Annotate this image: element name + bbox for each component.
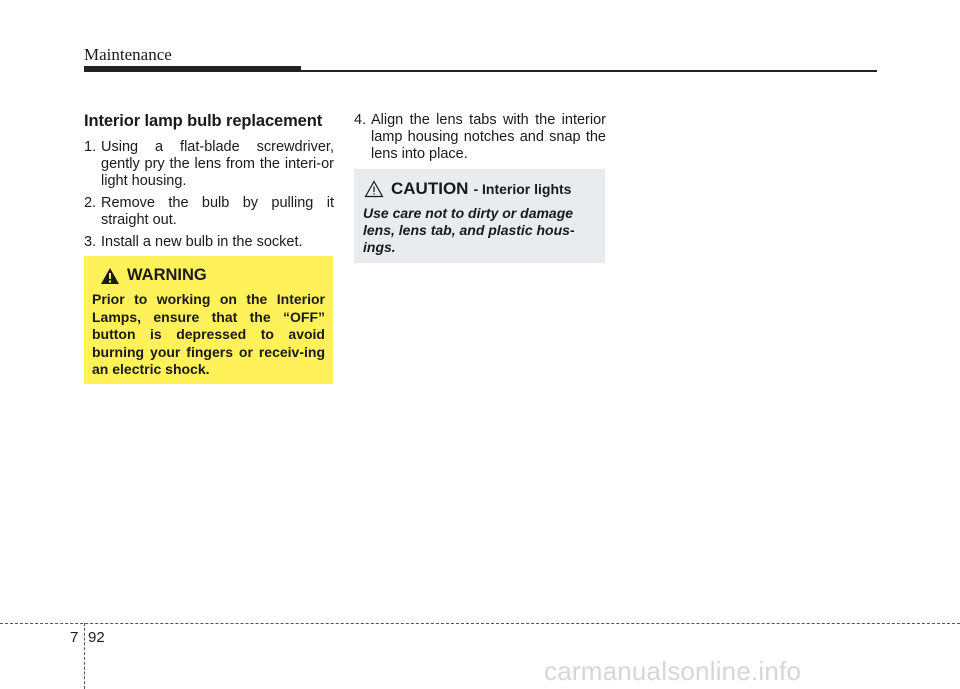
warning-header	[100, 266, 325, 285]
caution-subtitle: - Interior lights	[473, 181, 572, 197]
watermark: carmanualsonline.info	[544, 656, 802, 686]
warning-box	[84, 256, 333, 384]
step-text: Remove the bulb by pulling it straight out.	[101, 195, 334, 228]
step-number: 4.	[354, 112, 367, 128]
footer-divider	[0, 623, 960, 624]
caution-box	[354, 169, 605, 263]
header-rule-thin	[301, 70, 877, 72]
step-text: Align the lens tabs with the interior lamp housing notches and snap the lens into place.	[371, 112, 606, 162]
steps-list	[84, 139, 334, 251]
section-title: Interior lamp bulb replacement	[84, 112, 323, 130]
page-header-title: Maintenance	[84, 45, 172, 64]
step-item	[84, 139, 334, 190]
step-text: Install a new bulb in the socket.	[101, 234, 303, 250]
caution-triangle-icon	[364, 180, 384, 198]
middle-column	[354, 112, 606, 168]
warning-title: WARNING	[127, 266, 207, 284]
caution-text: Use care not to dirty or damage lens, lens tab, and plastic hous-ings.	[363, 205, 575, 255]
step-number: 1.	[84, 139, 97, 155]
warning-text: Prior to working on the Interior Lamps, ensure that the “OFF” button is depressed to avoid burning your fingers or receiv-ing an electric shock.	[92, 291, 325, 377]
steps-list-continued	[354, 112, 606, 163]
footer-vertical-divider	[84, 623, 85, 689]
caution-header	[363, 179, 597, 199]
step-item	[84, 234, 334, 251]
caution-title: CAUTION	[391, 179, 469, 198]
left-column	[84, 112, 334, 256]
step-number: 3.	[84, 234, 97, 250]
page-number: 92	[88, 629, 105, 646]
step-number: 2.	[84, 195, 97, 211]
chapter-number: 7	[70, 629, 79, 646]
step-item	[84, 195, 334, 229]
step-item	[354, 112, 606, 163]
step-text: Using a flat-blade screwdriver, gently pry the lens from the interi-or light housing.	[101, 139, 334, 189]
header-rule-thick	[84, 66, 301, 72]
warning-triangle-icon	[100, 267, 120, 285]
